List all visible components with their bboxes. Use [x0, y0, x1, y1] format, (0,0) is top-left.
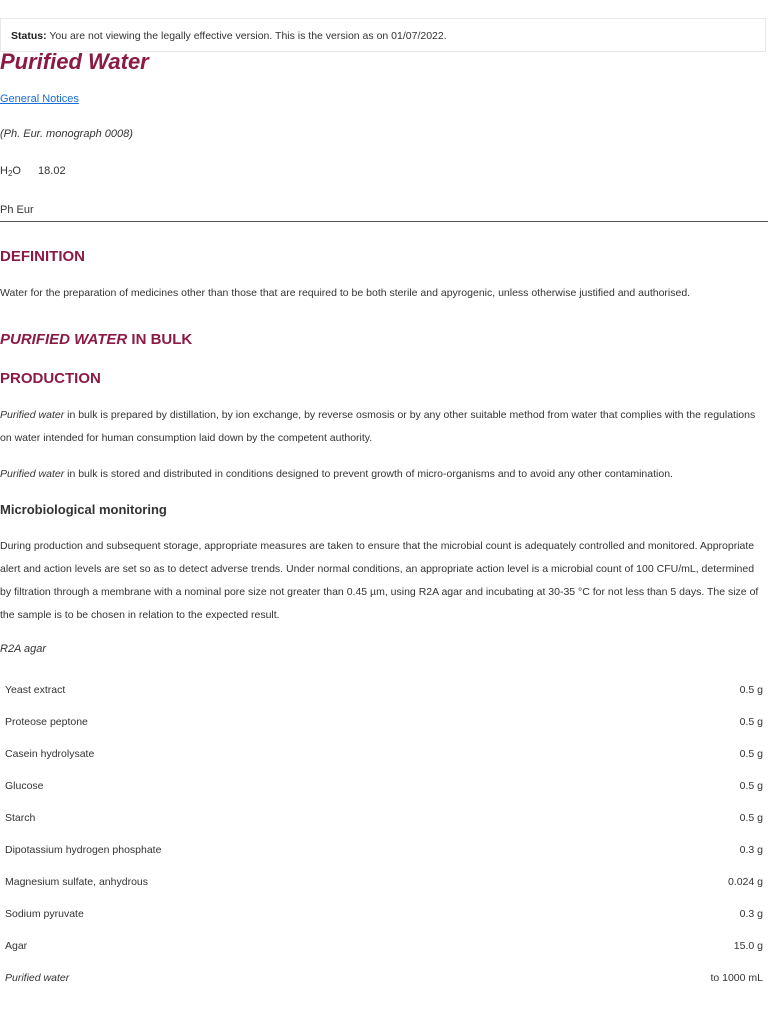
r2a-composition-table [0, 674, 768, 994]
ingredient-quantity: 0.3 g [739, 844, 763, 856]
molecular-formula [0, 165, 66, 178]
r2a-agar-label: R2A agar [0, 643, 47, 655]
table-row [0, 962, 768, 994]
table-row [0, 834, 768, 866]
formula-subscript: 2 [7, 169, 13, 178]
ingredient-name: Dipotassium hydrogen phosphate [5, 844, 162, 856]
page-title: Purified Water [0, 49, 149, 74]
microbiological-monitoring-text: During production and subsequent storage, appropriate measures are taken to ensure that the microbial count is adequately controlled and monitored. Appropriate alert and action levels are set so as to detect adverse trends. Under normal conditions, an appropriate action level is a microbial count of 100 CFU/mL, determined by filtration through a membrane with a nominal pore size not greater than 0.45 µm, using R2A agar and incubating at 30-35 °C for not less than 5 days. The size of the sample is to be chosen in relation to the expected result. [0, 540, 759, 621]
table-row [0, 802, 768, 834]
section-divider [0, 221, 768, 222]
status-banner [0, 18, 766, 52]
table-row [0, 738, 768, 770]
monograph-reference: (Ph. Eur. monograph 0008) [0, 128, 133, 140]
production-paragraph-1 [0, 404, 762, 450]
ingredient-name: Agar [5, 940, 28, 952]
table-row [0, 898, 768, 930]
formula-o: O [12, 165, 21, 177]
table-row [0, 706, 768, 738]
ingredient-quantity: to 1000 mL [710, 972, 763, 984]
bulk-heading-rest: IN BULK [127, 331, 193, 348]
definition-heading: DEFINITION [0, 248, 85, 265]
general-notices-link[interactable]: General Notices [0, 93, 79, 105]
ingredient-quantity: 0.5 g [739, 812, 763, 824]
ingredient-quantity: 0.5 g [739, 780, 763, 792]
table-row [0, 866, 768, 898]
production-heading: PRODUCTION [0, 370, 101, 387]
molecular-weight: 18.02 [38, 165, 66, 177]
production-p2-italic: Purified water [0, 468, 65, 480]
definition-text: Water for the preparation of medicines other than those that are required to be both sterile and apyrogenic, unless otherwise justified and authorised. [0, 287, 691, 299]
table-row [0, 930, 768, 962]
ingredient-quantity: 0.5 g [739, 684, 763, 696]
production-p1-italic: Purified water [0, 409, 65, 421]
ingredient-name: Starch [5, 812, 36, 824]
ingredient-quantity: 0.5 g [739, 716, 763, 728]
bulk-heading [0, 331, 192, 348]
ingredient-quantity: 0.024 g [727, 876, 763, 888]
ingredient-name: Glucose [5, 780, 44, 792]
ingredient-name: Purified water [5, 972, 70, 984]
ingredient-name: Yeast extract [5, 684, 66, 696]
bulk-heading-italic: PURIFIED WATER [0, 331, 128, 348]
status-text: You are not viewing the legally effective version. This is the version as on 01/07/2022. [49, 30, 447, 42]
production-p1-text: in bulk is prepared by distillation, by ion exchange, by reverse osmosis or by any other suitable method from water that complies with the regulations on water intended for human consumption laid down by the competent authority. [0, 409, 756, 444]
ingredient-name: Proteose peptone [5, 716, 88, 728]
production-paragraph-2 [0, 463, 762, 486]
ingredient-quantity: 0.5 g [739, 748, 763, 760]
production-p2-text: in bulk is stored and distributed in conditions designed to prevent growth of micro-organisms and to avoid any other contamination. [64, 468, 673, 480]
ingredient-name: Magnesium sulfate, anhydrous [5, 876, 148, 888]
ph-eur-label: Ph Eur [0, 204, 34, 216]
ingredient-quantity: 0.3 g [739, 908, 763, 920]
table-row [0, 674, 768, 706]
ingredient-quantity: 15.0 g [733, 940, 763, 952]
formula-h: H [0, 165, 8, 177]
microbiological-monitoring-heading: Microbiological monitoring [0, 502, 167, 517]
ingredient-name: Sodium pyruvate [5, 908, 84, 920]
ingredient-name: Casein hydrolysate [5, 748, 95, 760]
status-label: Status: [11, 30, 47, 42]
table-row [0, 770, 768, 802]
